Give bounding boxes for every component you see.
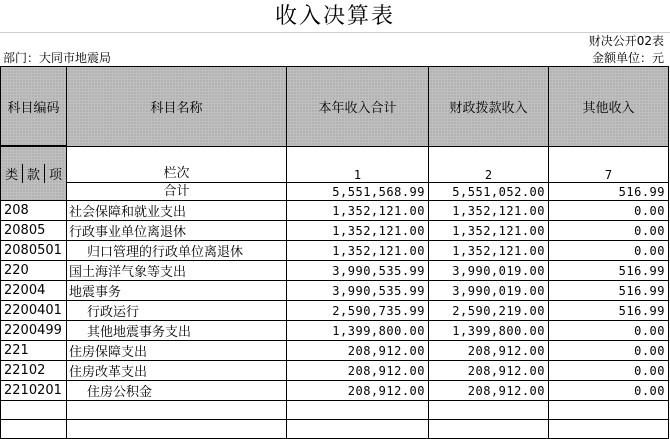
column-number-7: 7 — [549, 147, 669, 183]
row-code: 22102 — [1, 361, 67, 381]
header-levels — [1, 147, 67, 201]
row-other: 0.00 — [549, 361, 669, 381]
row-fiscal: 3,990,019.00 — [429, 261, 549, 281]
row-other: 0.00 — [549, 381, 669, 401]
row-code: 208 — [1, 201, 67, 221]
table-row — [1, 241, 669, 261]
row-code: 22004 — [1, 281, 67, 301]
row-total: 3,990,535.99 — [287, 281, 429, 301]
blank-row — [1, 401, 669, 420]
page-title: 收入决算表 — [274, 4, 395, 29]
row-fiscal: 1,352,121.00 — [429, 201, 549, 221]
table-row — [1, 261, 669, 281]
header-lei: 类 — [1, 164, 23, 183]
table-row — [1, 301, 669, 321]
blank-cell — [287, 401, 429, 420]
column-number-2: 2 — [429, 147, 549, 183]
row-other: 0.00 — [549, 241, 669, 261]
header-other-income: 其他收入 — [549, 67, 669, 147]
row-total: 208,912.00 — [287, 381, 429, 401]
row-other: 516.99 — [549, 261, 669, 281]
row-total: 1,352,121.00 — [287, 221, 429, 241]
header-row — [1, 67, 669, 146]
title-divider — [0, 32, 670, 33]
header-xiang: 项 — [48, 168, 62, 183]
row-other: 516.99 — [549, 281, 669, 301]
department-label: 部门：大同市地震局 — [3, 51, 112, 65]
table-row — [1, 361, 669, 381]
table-row — [1, 221, 669, 241]
row-name: 归口管理的行政单位离退休 — [67, 241, 287, 261]
row-name: 行政运行 — [67, 301, 287, 321]
blank-cell — [1, 401, 67, 420]
blank-cell — [1, 420, 67, 439]
income-table — [0, 66, 669, 439]
row-code: 20805 — [1, 221, 67, 241]
form-code: 财决公开02表 — [588, 34, 664, 48]
row-total: 208,912.00 — [287, 361, 429, 381]
row-fiscal: 3,990,019.00 — [429, 281, 549, 301]
row-name: 地震事务 — [67, 281, 287, 301]
row-code: 2210201 — [1, 381, 67, 401]
row-other: 0.00 — [549, 321, 669, 341]
table-row — [1, 321, 669, 341]
blank-cell — [67, 420, 287, 439]
total-row — [1, 183, 669, 201]
blank-row — [1, 420, 669, 439]
table-row — [1, 281, 669, 301]
row-total: 1,352,121.00 — [287, 201, 429, 221]
row-name: 行政事业单位离退休 — [67, 221, 287, 241]
total-fiscal-value: 5,551,052.00 — [429, 183, 549, 201]
row-name: 社会保障和就业支出 — [67, 201, 287, 221]
row-name: 其他地震事务支出 — [67, 321, 287, 341]
row-code: 2200401 — [1, 301, 67, 321]
row-total: 1,352,121.00 — [287, 241, 429, 261]
blank-cell — [549, 420, 669, 439]
header-subject-code: 科目编码 — [1, 67, 67, 146]
blank-cell — [67, 401, 287, 420]
table-row — [1, 201, 669, 221]
row-code: 221 — [1, 341, 67, 361]
header-lanci: 栏次 — [67, 147, 287, 183]
unit-label: 金额单位：元 — [591, 51, 664, 65]
row-name: 住房公积金 — [67, 381, 287, 401]
header-kuan: 款 — [23, 164, 45, 183]
blank-cell — [429, 401, 549, 420]
row-name: 住房保障支出 — [67, 341, 287, 361]
header-subject-name: 科目名称 — [67, 67, 287, 147]
row-other: 0.00 — [549, 221, 669, 241]
row-fiscal: 2,590,219.00 — [429, 301, 549, 321]
total-income-value: 5,551,568.99 — [287, 183, 429, 201]
row-name: 住房改革支出 — [67, 361, 287, 381]
total-label: 合计 — [67, 183, 287, 201]
row-fiscal: 208,912.00 — [429, 341, 549, 361]
header-level-row — [1, 147, 669, 183]
row-fiscal: 1,352,121.00 — [429, 221, 549, 241]
table-row — [1, 341, 669, 361]
row-fiscal: 208,912.00 — [429, 381, 549, 401]
blank-cell — [549, 401, 669, 420]
row-other: 0.00 — [549, 201, 669, 221]
row-fiscal: 208,912.00 — [429, 361, 549, 381]
row-code: 2080501 — [1, 241, 67, 261]
column-number-1: 1 — [287, 147, 429, 183]
table-row — [1, 381, 669, 401]
header-total-income: 本年收入合计 — [287, 67, 429, 147]
header-fiscal-income: 财政拨款收入 — [429, 67, 549, 147]
total-other-value: 516.99 — [549, 183, 669, 201]
row-code: 2200499 — [1, 321, 67, 341]
row-other: 0.00 — [549, 341, 669, 361]
row-name: 国土海洋气象等支出 — [67, 261, 287, 281]
row-fiscal: 1,352,121.00 — [429, 241, 549, 261]
row-total: 1,399,800.00 — [287, 321, 429, 341]
row-total: 2,590,735.99 — [287, 301, 429, 321]
row-fiscal: 1,399,800.00 — [429, 321, 549, 341]
blank-cell — [287, 420, 429, 439]
row-code: 220 — [1, 261, 67, 281]
row-total: 3,990,535.99 — [287, 261, 429, 281]
blank-cell — [429, 420, 549, 439]
row-total: 208,912.00 — [287, 341, 429, 361]
row-other: 516.99 — [549, 301, 669, 321]
